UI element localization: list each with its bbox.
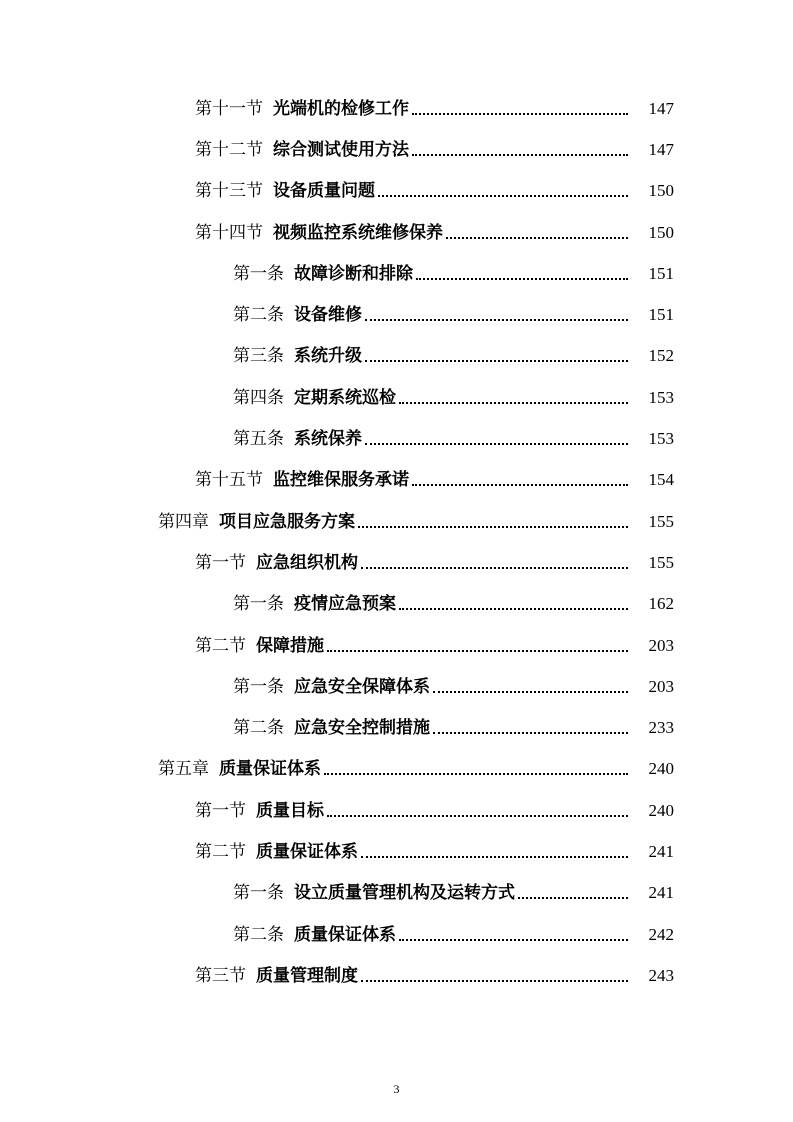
toc-entry-heading (233, 677, 430, 697)
toc-entry-title: 疫情应急预案 (294, 594, 396, 615)
toc-dot-leader (412, 484, 628, 486)
toc-entry-page: 153 (648, 429, 674, 449)
toc-entry-heading (195, 966, 358, 986)
toc-entry[interactable] (0, 749, 793, 790)
toc-dot-leader (399, 939, 628, 941)
toc-entry-title: 设备质量问题 (273, 181, 375, 202)
toc-dot-leader (327, 650, 628, 652)
toc-entry[interactable] (0, 914, 793, 955)
toc-entry-heading (233, 346, 362, 366)
toc-dot-leader (399, 402, 628, 404)
toc-entry[interactable] (0, 542, 793, 583)
toc-entry-heading (195, 140, 409, 160)
toc-entry-number: 第一条 (233, 676, 284, 697)
table-of-contents (0, 88, 793, 997)
toc-entry-page: 203 (648, 676, 674, 696)
toc-dot-leader (412, 113, 628, 115)
toc-dot-leader (446, 237, 628, 239)
toc-entry-heading (195, 842, 358, 862)
toc-entry-heading (233, 883, 515, 903)
toc-entry-number: 第五章 (158, 759, 209, 780)
toc-entry-page: 147 (648, 98, 674, 118)
toc-dot-leader (365, 360, 628, 362)
toc-entry-page: 242 (648, 924, 674, 944)
toc-entry-number: 第十一节 (195, 98, 263, 119)
toc-entry-heading (158, 759, 321, 779)
toc-entry-page: 241 (648, 841, 674, 861)
toc-entry-heading (195, 553, 358, 573)
toc-entry-page: 243 (648, 965, 674, 985)
toc-entry-title: 质量目标 (256, 800, 324, 821)
toc-entry[interactable] (0, 873, 793, 914)
toc-entry-number: 第三节 (195, 965, 246, 986)
toc-entry-title: 视频监控系统维修保养 (273, 222, 443, 243)
toc-entry-title: 系统保养 (294, 429, 362, 450)
toc-entry-heading (158, 512, 355, 532)
toc-entry-page: 151 (648, 263, 674, 283)
toc-dot-leader (416, 278, 628, 280)
toc-dot-leader (399, 608, 628, 610)
toc-entry-number: 第一条 (233, 594, 284, 615)
toc-entry-title: 应急安全控制措施 (294, 718, 430, 739)
toc-entry-title: 定期系统巡检 (294, 387, 396, 408)
toc-entry-title: 质量保证体系 (256, 841, 358, 862)
toc-entry[interactable] (0, 831, 793, 872)
toc-entry-number: 第三条 (233, 346, 284, 367)
toc-entry-number: 第二条 (233, 718, 284, 739)
toc-entry-page: 203 (648, 635, 674, 655)
toc-entry-number: 第十二节 (195, 139, 263, 160)
toc-dot-leader (324, 773, 628, 775)
toc-entry-page: 152 (648, 346, 674, 366)
toc-entry-heading (195, 636, 324, 656)
toc-entry-page: 154 (648, 470, 674, 490)
toc-entry-heading (233, 925, 396, 945)
toc-entry-number: 第二节 (195, 841, 246, 862)
toc-entry-heading (233, 264, 413, 284)
toc-entry-title: 项目应急服务方案 (219, 511, 355, 532)
toc-entry-page: 240 (648, 800, 674, 820)
toc-entry-title: 质量保证体系 (294, 924, 396, 945)
toc-entry-number: 第一节 (195, 552, 246, 573)
toc-dot-leader (365, 443, 628, 445)
toc-entry-title: 应急组织机构 (256, 552, 358, 573)
toc-entry-heading (233, 388, 396, 408)
toc-entry[interactable] (0, 460, 793, 501)
toc-entry-page: 233 (648, 718, 674, 738)
toc-entry-page: 151 (648, 305, 674, 325)
toc-entry[interactable] (0, 88, 793, 129)
toc-entry-page: 155 (648, 511, 674, 531)
toc-entry-number: 第五条 (233, 429, 284, 450)
toc-entry-heading (233, 429, 362, 449)
toc-entry-number: 第四章 (158, 511, 209, 532)
toc-entry-page: 155 (648, 552, 674, 572)
toc-entry-title: 应急安全保障体系 (294, 676, 430, 697)
toc-entry[interactable] (0, 212, 793, 253)
toc-entry-heading (233, 305, 362, 325)
toc-entry-heading (195, 801, 324, 821)
toc-dot-leader (412, 154, 628, 156)
page-number: 3 (393, 1082, 400, 1096)
toc-entry-heading (195, 181, 375, 201)
toc-entry-number: 第十五节 (195, 470, 263, 491)
toc-dot-leader (361, 980, 628, 982)
toc-entry-number: 第一条 (233, 883, 284, 904)
toc-dot-leader (327, 815, 628, 817)
toc-entry-number: 第十三节 (195, 181, 263, 202)
toc-entry[interactable] (0, 129, 793, 170)
toc-entry[interactable] (0, 418, 793, 459)
toc-entry-page: 153 (648, 387, 674, 407)
toc-entry-page: 241 (648, 883, 674, 903)
toc-entry-title: 系统升级 (294, 346, 362, 367)
toc-entry[interactable] (0, 707, 793, 748)
toc-dot-leader (433, 691, 628, 693)
toc-dot-leader (361, 567, 628, 569)
toc-entry-title: 设备维修 (294, 305, 362, 326)
toc-entry[interactable] (0, 253, 793, 294)
toc-entry[interactable] (0, 171, 793, 212)
toc-dot-leader (361, 856, 628, 858)
toc-entry-title: 质量保证体系 (219, 759, 321, 780)
toc-entry-heading (233, 594, 396, 614)
toc-entry-page: 240 (648, 759, 674, 779)
toc-entry[interactable] (0, 955, 793, 996)
toc-entry-number: 第一节 (195, 800, 246, 821)
toc-entry[interactable] (0, 625, 793, 666)
toc-entry-number: 第二条 (233, 305, 284, 326)
toc-entry-heading (195, 223, 443, 243)
toc-dot-leader (365, 319, 628, 321)
toc-entry-heading (195, 99, 409, 119)
toc-entry-page: 150 (648, 222, 674, 242)
toc-entry-title: 光端机的检修工作 (273, 98, 409, 119)
toc-entry-heading (195, 470, 409, 490)
toc-entry-title: 保障措施 (256, 635, 324, 656)
toc-entry[interactable] (0, 790, 793, 831)
toc-entry[interactable] (0, 584, 793, 625)
toc-entry[interactable] (0, 294, 793, 335)
toc-entry-page: 147 (648, 139, 674, 159)
toc-entry-title: 故障诊断和排除 (294, 263, 413, 284)
toc-entry-number: 第二节 (195, 635, 246, 656)
toc-dot-leader (378, 195, 628, 197)
toc-entry-title: 质量管理制度 (256, 965, 358, 986)
toc-entry[interactable] (0, 501, 793, 542)
toc-entry-title: 设立质量管理机构及运转方式 (294, 883, 515, 904)
toc-entry-title: 监控维保服务承诺 (273, 470, 409, 491)
toc-entry-title: 综合测试使用方法 (273, 139, 409, 160)
toc-entry-page: 162 (648, 594, 674, 614)
toc-dot-leader (433, 732, 628, 734)
toc-entry[interactable] (0, 377, 793, 418)
toc-entry-number: 第四条 (233, 387, 284, 408)
toc-entry-heading (233, 718, 430, 738)
toc-entry-number: 第十四节 (195, 222, 263, 243)
toc-entry-number: 第二条 (233, 924, 284, 945)
toc-entry-page: 150 (648, 181, 674, 201)
toc-entry[interactable] (0, 336, 793, 377)
toc-entry-number: 第一条 (233, 263, 284, 284)
toc-entry[interactable] (0, 666, 793, 707)
toc-dot-leader (358, 526, 628, 528)
toc-dot-leader (518, 897, 628, 899)
